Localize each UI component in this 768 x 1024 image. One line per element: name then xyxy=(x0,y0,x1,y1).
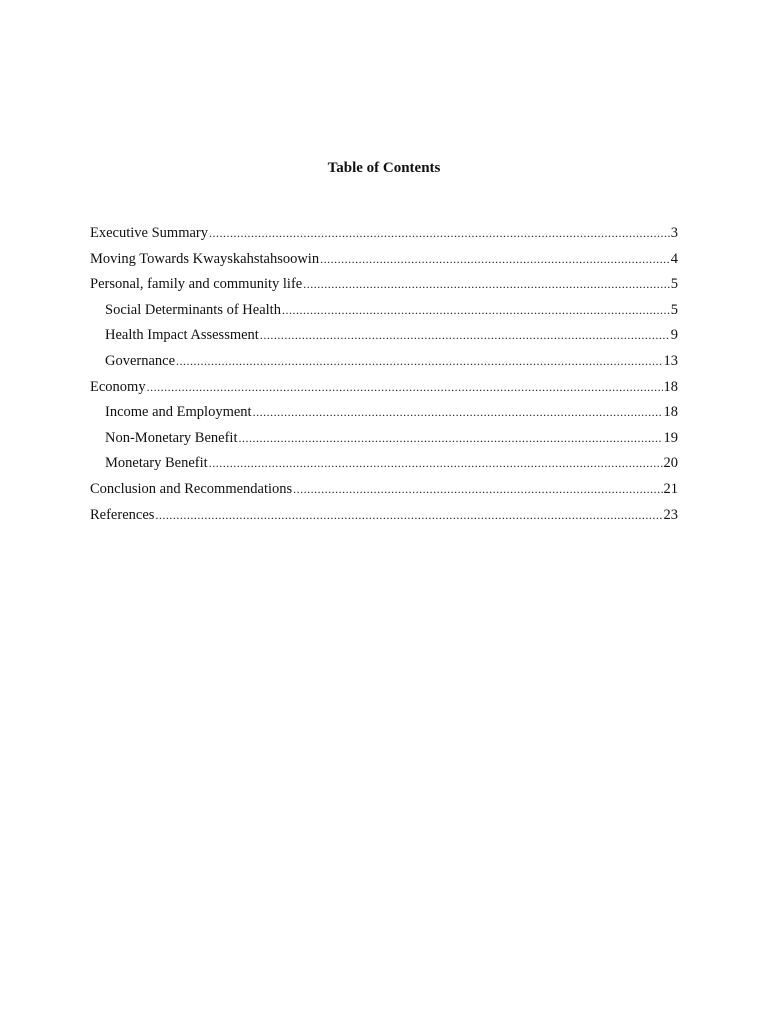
toc-entry-page-number: 4 xyxy=(670,250,678,267)
toc-entry-references[interactable] xyxy=(90,505,678,531)
toc-entry-page-number: 13 xyxy=(663,352,678,369)
toc-entry-page-number: 3 xyxy=(670,225,678,241)
toc-entry-social-determinants-of-health[interactable] xyxy=(90,300,678,326)
toc-entry-page-number: 21 xyxy=(663,480,678,497)
toc-list xyxy=(90,223,678,530)
toc-entry-economy[interactable] xyxy=(90,377,678,403)
toc-entry-income-and-employment[interactable] xyxy=(90,402,678,428)
toc-title: Table of Contents xyxy=(327,160,441,176)
toc-entry-label: Monetary Benefit xyxy=(105,455,208,472)
toc-leader-dots xyxy=(176,351,662,371)
toc-entry-label: Personal, family and community life xyxy=(90,276,303,293)
toc-entry-label: Social Determinants of Health xyxy=(105,301,281,318)
toc-entry-page-number: 19 xyxy=(663,429,678,446)
toc-entry-label: Economy xyxy=(90,378,146,395)
toc-entry-governance[interactable] xyxy=(90,351,678,377)
toc-entry-monetary-benefit[interactable] xyxy=(90,453,678,479)
toc-entry-health-impact-assessment[interactable] xyxy=(90,325,678,351)
toc-leader-dots xyxy=(155,505,662,525)
toc-entry-non-monetary-benefit[interactable] xyxy=(90,428,678,454)
toc-entry-label: Conclusion and Recommendations xyxy=(90,480,293,497)
toc-entry-personal-family-community-life[interactable] xyxy=(90,274,678,300)
toc-entry-label: Governance xyxy=(105,352,176,369)
toc-entry-label: Executive Summary xyxy=(90,225,208,241)
toc-entry-moving-towards-kwayskahstahsoowin[interactable] xyxy=(90,249,678,275)
toc-entry-page-number: 23 xyxy=(663,506,678,523)
toc-leader-dots xyxy=(282,300,670,320)
toc-entry-page-number: 5 xyxy=(670,276,678,293)
toc-leader-dots xyxy=(303,274,670,294)
toc-entry-executive-summary[interactable] xyxy=(90,223,678,249)
toc-entry-label: References xyxy=(90,506,155,523)
toc-entry-label: Health Impact Assessment xyxy=(105,327,259,344)
toc-entry-label: Income and Employment xyxy=(105,404,252,421)
toc-entry-label: Non-Monetary Benefit xyxy=(105,429,238,446)
toc-entry-page-number: 18 xyxy=(663,378,678,395)
toc-entry-label: Moving Towards Kwayskahstahsoowin xyxy=(90,250,320,267)
toc-leader-dots xyxy=(238,428,662,448)
toc-entry-page-number: 20 xyxy=(663,455,678,472)
toc-entry-conclusion-and-recommendations[interactable] xyxy=(90,479,678,505)
toc-leader-dots xyxy=(260,325,670,345)
toc-leader-dots xyxy=(147,377,663,397)
toc-leader-dots xyxy=(209,223,670,243)
toc-entry-page-number: 18 xyxy=(663,404,678,421)
toc-leader-dots xyxy=(253,402,663,422)
toc-entry-page-number: 9 xyxy=(670,327,678,344)
toc-leader-dots xyxy=(320,249,670,269)
toc-entry-page-number: 5 xyxy=(670,301,678,318)
toc-leader-dots xyxy=(293,479,662,499)
toc-leader-dots xyxy=(209,453,663,473)
